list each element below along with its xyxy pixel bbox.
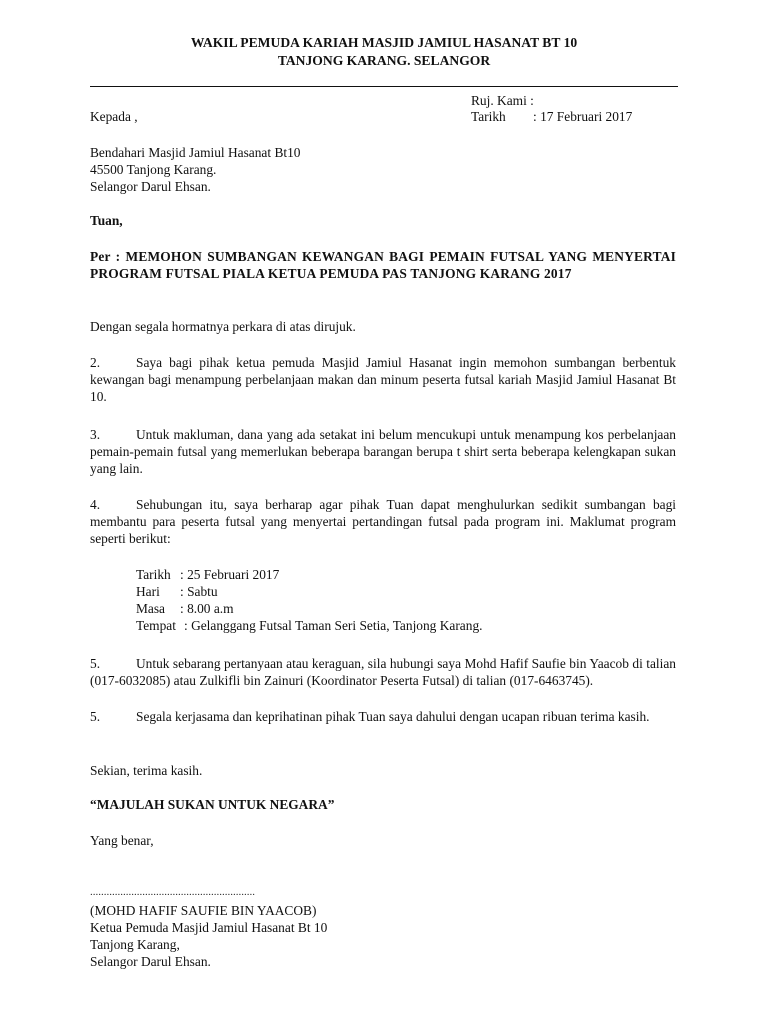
kepada-label: Kepada , — [90, 109, 138, 124]
program-row-tarikh — [136, 566, 482, 583]
paragraph-5-contact — [90, 655, 676, 689]
paragraph-number: 3. — [90, 427, 101, 442]
recipient-address — [90, 144, 301, 195]
program-label: Tempat — [136, 618, 176, 633]
program-label: Tarikh — [136, 567, 171, 582]
closing-line: Sekian, terima kasih. — [90, 763, 203, 778]
yang-benar: Yang benar, — [90, 833, 154, 848]
recipient-line-3: Selangor Darul Ehsan. — [90, 179, 211, 194]
paragraph-number: 2. — [90, 355, 101, 370]
paragraph-2 — [90, 354, 676, 405]
program-label: Hari — [136, 584, 160, 599]
signature-block — [90, 902, 327, 970]
program-value: : Gelanggang Futsal Taman Seri Setia, Tanjong Karang. — [184, 618, 483, 633]
program-value: : 25 Februari 2017 — [180, 567, 280, 582]
paragraph-3 — [90, 426, 676, 477]
signatory-name: (MOHD HAFIF SAUFIE BIN YAACOB) — [90, 903, 317, 918]
paragraph-text: Sehubungan itu, saya berharap agar pihak Tuan dapat menghulurkan sedikit sumbangan bagi membantu para peserta futsal yang menyertai pertandingan futsal pada program ini. Maklumat program seperti berikut: — [90, 497, 676, 546]
letterhead-line-1: WAKIL PEMUDA KARIAH MASJID JAMIUL HASANAT BT 10 — [190, 35, 578, 50]
paragraph-number: 5. — [90, 709, 101, 724]
header-divider — [90, 86, 678, 87]
motto: “MAJULAH SUKAN UNTUK NEGARA” — [90, 797, 335, 812]
subject: Per : MEMOHON SUMBANGAN KEWANGAN BAGI PEMAIN FUTSAL YANG MENYERTAI PROGRAM FUTSAL PIALA KETUA PEMUDA PAS TANJONG KARANG 2017 — [90, 249, 676, 281]
tarikh-value: : 17 Februari 2017 — [533, 109, 633, 124]
paragraph-5-thanks — [90, 708, 676, 725]
paragraph-text: Untuk makluman, dana yang ada setakat ini belum mencukupi untuk menampung kos perbelanjaan pemain-pemain futsal yang memerlukan beberapa barangan berupa t shirt serta beberapa kelengkapan sukan yang lain. — [90, 427, 676, 476]
paragraph-text: Saya bagi pihak ketua pemuda Masjid Jamiul Hasanat ingin memohon sumbangan berbentuk kewangan bagi menampung perbelanjaan makan dan minum peserta futsal kariah Masjid Jamiul Hasanat Bt 10. — [90, 355, 676, 404]
signatory-address-2: Selangor Darul Ehsan. — [90, 954, 211, 969]
signatory-address-1: Tanjong Karang, — [90, 937, 180, 952]
program-label: Masa — [136, 601, 166, 616]
recipient-line-2: 45500 Tanjong Karang. — [90, 162, 217, 177]
signatory-title: Ketua Pemuda Masjid Jamiul Hasanat Bt 10 — [90, 920, 328, 935]
paragraph-4 — [90, 496, 676, 547]
program-row-hari — [136, 583, 482, 600]
tarikh-label: Tarikh — [471, 109, 506, 124]
salutation: Tuan, — [90, 213, 123, 228]
paragraph-number: 5. — [90, 656, 101, 671]
paragraph-number: 4. — [90, 497, 101, 512]
program-value: : Sabtu — [180, 584, 218, 599]
letterhead-line-2: TANJONG KARANG. SELANGOR — [277, 53, 491, 68]
signature-dots: ............................................................ — [90, 886, 255, 898]
program-row-tempat — [136, 617, 482, 634]
program-row-masa — [136, 600, 482, 617]
opening-line: Dengan segala hormatnya perkara di atas dirujuk. — [90, 319, 356, 334]
program-value: : 8.00 a.m — [180, 601, 234, 616]
recipient-line-1: Bendahari Masjid Jamiul Hasanat Bt10 — [90, 145, 301, 160]
program-details — [136, 566, 482, 634]
paragraph-text: Untuk sebarang pertanyaan atau keraguan, sila hubungi saya Mohd Hafif Saufie bin Yaacob di talian (017-6032085) atau Zulkifli bin Zainuri (Koordinator Peserta Futsal) di talian (017-6463745). — [90, 656, 676, 688]
paragraph-text: Segala kerjasama dan keprihatinan pihak Tuan saya dahului dengan ucapan ribuan terima kasih. — [136, 709, 650, 724]
ruj-kami-label: Ruj. Kami : — [471, 93, 534, 108]
